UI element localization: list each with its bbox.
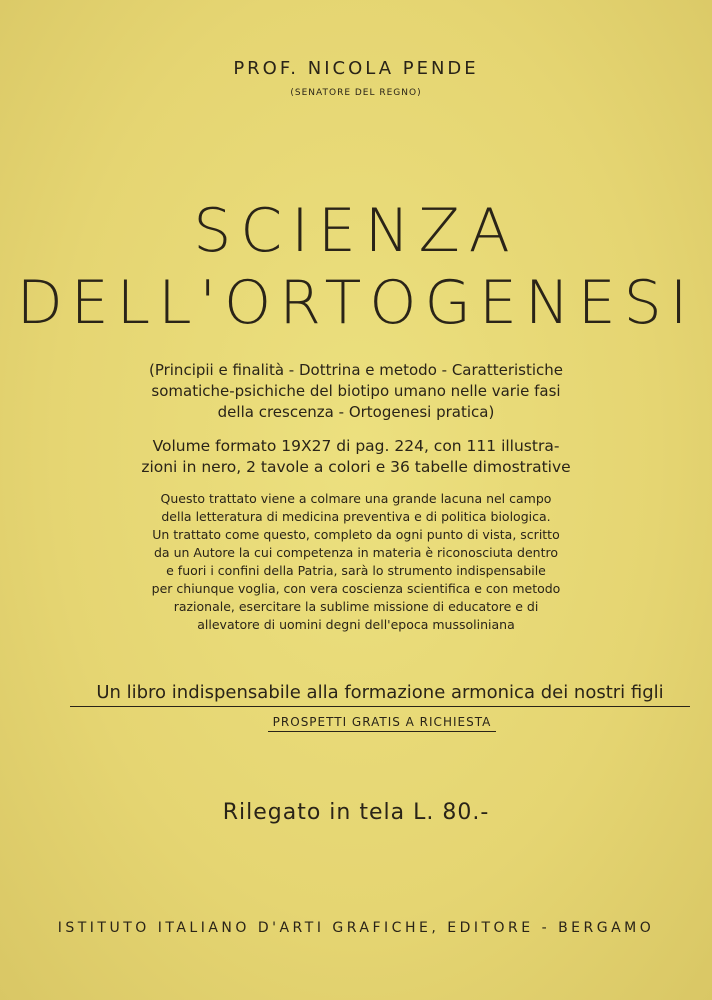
subtitle-block <box>0 360 712 423</box>
description-line: allevatore di uomini degni dell'epoca mussoliniana <box>197 617 515 632</box>
subtitle-line: (Principii e finalità - Dottrina e metodo - Caratteristiche <box>148 361 564 379</box>
author-name: PROF. NICOLA PENDE <box>233 58 479 79</box>
volume-line: zioni in nero, 2 tavole a colori e 36 tabelle dimostrative <box>141 458 571 476</box>
publisher: ISTITUTO ITALIANO D'ARTI GRAFICHE, EDITORE - BERGAMO <box>57 920 655 936</box>
book-title-line-2: DELL'ORTOGENESI <box>16 268 696 338</box>
description-line: per chiunque voglia, con vera coscienza scientifica e con metodo <box>151 581 561 596</box>
price: Rilegato in tela L. 80.- <box>222 800 490 825</box>
subtitle-line: somatiche-psichiche del biotipo umano nelle varie fasi <box>151 382 561 400</box>
description-line: della letteratura di medicina preventiva e di politica biologica. <box>161 509 551 524</box>
description-line: Questo trattato viene a colmare una grande lacuna nel campo <box>160 491 552 506</box>
slogan: Un libro indispensabile alla formazione armonica dei nostri figli <box>70 682 690 707</box>
subtitle-line: della crescenza - Ortogenesi pratica) <box>217 403 495 421</box>
description-line: e fuori i confini della Patria, sarà lo strumento indispensabile <box>166 563 546 578</box>
volume-line: Volume formato 19X27 di pag. 224, con 111 illustra- <box>152 437 560 455</box>
author-title: (SENATORE DEL REGNO) <box>290 88 422 98</box>
prospetti-note: PROSPETTI GRATIS A RICHIESTA <box>268 715 496 732</box>
book-title-line-1: SCIENZA <box>193 196 519 266</box>
description-line: da un Autore la cui competenza in materia è riconosciuta dentro <box>154 545 558 560</box>
volume-info <box>0 436 712 478</box>
description-line: Un trattato come questo, completo da ogni punto di vista, scritto <box>152 527 560 542</box>
description-line: razionale, esercitare la sublime missione di educatore e di <box>173 599 539 614</box>
description-block <box>0 490 712 634</box>
